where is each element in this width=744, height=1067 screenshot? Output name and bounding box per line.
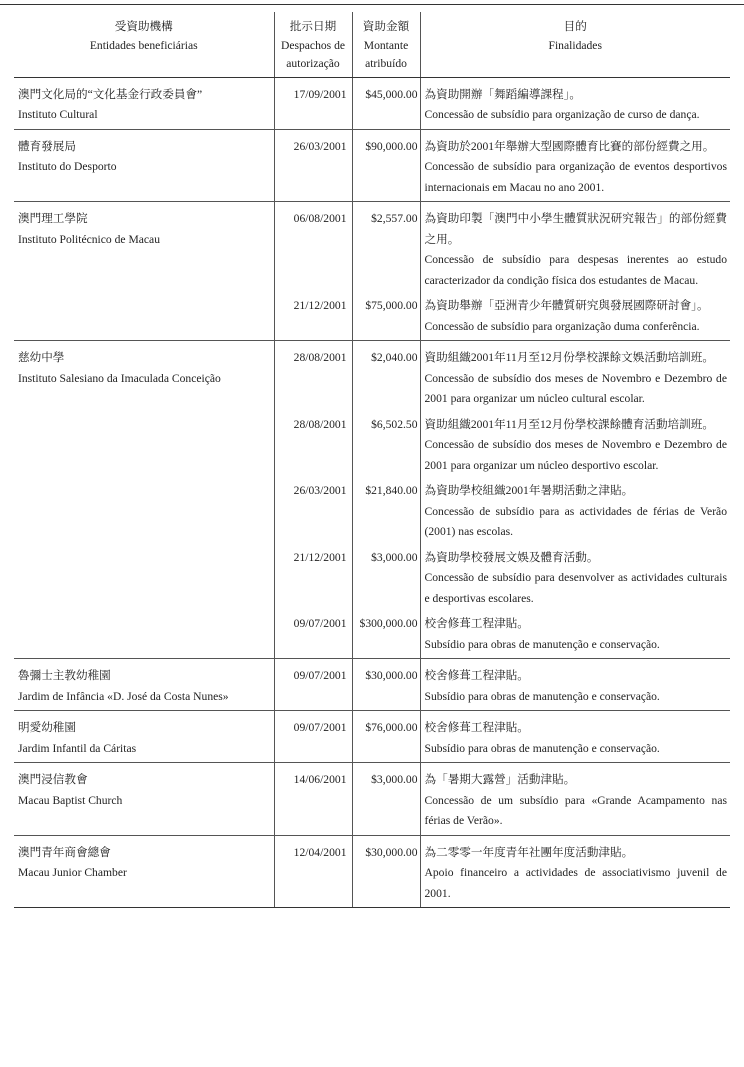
purpose-pt: Subsídio para obras de manutenção e conservação. [424,637,660,651]
entity-name-zh: 澳門青年商會總會 [18,845,111,859]
purpose-cell [420,129,730,202]
entity-name-zh: 體育發展局 [18,139,76,153]
purpose-cell [420,711,730,763]
table-row [14,763,730,836]
purpose-zh: 為資助學校組織2001年暑期活動之津貼。 [424,484,634,497]
purpose-pt: Subsídio para obras de manutenção e conservação. [424,689,660,703]
purpose-zh: 為二零零一年度青年社團年度活動津貼。 [424,845,634,859]
purpose-header-pt: Finalidades [548,38,602,52]
amount-header-pt: Montante atribuído [363,38,409,70]
entity-cell [14,413,274,480]
date-cell: 17/09/2001 [274,77,352,129]
amount-cell: $300,000.00 [352,612,420,659]
top-rule [0,4,744,5]
purpose-zh: 校舍修葺工程津貼。 [424,617,529,630]
table-row [14,341,730,413]
purpose-zh: 為資助舉辦「亞洲青少年體質研究與發展國際研討會」。 [424,299,709,312]
entity-name-zh: 明愛幼稚園 [18,721,76,734]
entity-name-pt: Instituto Salesiano da Imaculada Conceição [18,371,221,385]
grants-body [14,77,730,908]
entity-name-pt: Instituto do Desporto [18,160,117,173]
table-row [14,659,730,711]
table-row [14,413,730,480]
table-row [14,546,730,613]
entity-cell [14,129,274,202]
date-cell: 09/07/2001 [274,612,352,659]
amount-cell: $21,840.00 [352,479,420,546]
amount-cell: $2,557.00 [352,202,420,295]
table-row [14,129,730,202]
purpose-zh: 校舍修葺工程津貼。 [424,721,529,734]
purpose-cell [420,77,730,129]
entity-cell [14,77,274,129]
entity-cell [14,294,274,341]
purpose-zh: 資助組織2001年11月至12月份學校課餘文娛活動培訓班。 [424,351,714,364]
purpose-pt: Concessão de um subsídio para «Grande Acampamento nas férias de Verão». [424,793,727,827]
date-cell: 21/12/2001 [274,294,352,341]
entity-name-pt: Jardim de Infância «D. José da Costa Nunes» [18,689,229,703]
entity-name-pt: Instituto Cultural [18,108,98,121]
purpose-pt: Subsídio para obras de manutenção e conservação. [424,741,660,755]
table-row [14,479,730,546]
entity-name-zh: 澳門文化局的“文化基金行政委員會” [18,87,203,101]
date-cell: 28/08/2001 [274,341,352,413]
entity-cell [14,711,274,763]
entity-cell [14,341,274,413]
purpose-cell [420,479,730,546]
purpose-pt: Concessão de subsídio dos meses de Novembro e Dezembro de 2001 para organizar um núcleo desportivo escolar. [424,438,727,472]
table-row [14,711,730,763]
amount-cell: $90,000.00 [352,129,420,202]
amount-header [352,12,420,77]
entity-cell [14,612,274,659]
purpose-pt: Concessão de subsídio para organização de curso de dança. [424,108,700,121]
date-cell: 26/03/2001 [274,479,352,546]
amount-cell: $3,000.00 [352,546,420,613]
amount-cell: $30,000.00 [352,659,420,711]
date-cell: 28/08/2001 [274,413,352,480]
purpose-pt: Apoio financeiro a actividades de associativismo juvenil de 2001. [424,866,727,900]
table-row [14,77,730,129]
entity-cell [14,479,274,546]
date-cell: 09/07/2001 [274,711,352,763]
date-header-pt: Despachos de autorização [280,38,346,70]
entity-name-pt: Instituto Politécnico de Macau [18,232,160,246]
entity-name-pt: Macau Baptist Church [18,793,123,807]
purpose-cell [420,612,730,659]
purpose-zh: 為資助於2001年舉辦大型國際體育比賽的部份經費之用。 [424,139,715,153]
purpose-zh: 為資助學校發展文娛及體育活動。 [424,550,599,564]
date-cell: 09/07/2001 [274,659,352,711]
date-cell: 21/12/2001 [274,546,352,613]
table-row [14,612,730,659]
amount-cell: $2,040.00 [352,341,420,413]
purpose-pt: Concessão de subsídio para organização duma conferência. [424,319,700,333]
date-cell: 06/08/2001 [274,202,352,295]
entity-name-zh: 魯彌士主教幼稚園 [18,669,111,682]
entity-name-zh: 慈幼中學 [18,351,65,364]
purpose-cell [420,341,730,413]
purpose-pt: Concessão de subsídio para desenvolver as actividades culturais e desportivas escolares. [424,571,727,605]
purpose-header-zh: 目的 [563,20,587,33]
purpose-zh: 為資助開辦「舞蹈編導課程」。 [424,87,582,101]
entity-name-pt: Jardim Infantil da Cáritas [18,741,137,755]
purpose-cell [420,546,730,613]
entity-name-zh: 澳門理工學院 [18,212,88,225]
date-header-zh: 批示日期 [289,20,337,33]
entity-cell [14,202,274,295]
table-row [14,835,730,908]
entity-header-pt: Entidades beneficiárias [89,38,198,52]
entity-cell [14,763,274,836]
purpose-cell [420,763,730,836]
purpose-cell [420,294,730,341]
entity-cell [14,546,274,613]
purpose-zh: 為資助印製「澳門中小學生體質狀況研究報告」的部份經費之用。 [424,212,727,246]
purpose-cell [420,659,730,711]
date-cell: 26/03/2001 [274,129,352,202]
purpose-pt: Concessão de subsídio para as actividades de férias de Verão (2001) nas escolas. [424,504,727,538]
grants-table [14,12,730,908]
entity-header [14,12,274,77]
amount-cell: $75,000.00 [352,294,420,341]
purpose-cell [420,202,730,295]
amount-cell: $45,000.00 [352,77,420,129]
date-header [274,12,352,77]
purpose-header [420,12,730,77]
header-row [14,12,730,77]
amount-cell: $30,000.00 [352,835,420,908]
purpose-zh: 校舍修葺工程津貼。 [424,669,529,682]
entity-header-zh: 受資助機構 [114,20,173,33]
date-cell: 14/06/2001 [274,763,352,836]
purpose-zh: 資助組織2001年11月至12月份學校課餘體育活動培訓班。 [424,417,714,431]
purpose-pt: Concessão de subsídio para organização de eventos desportivos internacionais em Macau no ano 2001. [424,160,727,194]
purpose-cell [420,835,730,908]
amount-cell: $3,000.00 [352,763,420,836]
amount-header-zh: 資助金額 [362,20,410,33]
entity-cell [14,659,274,711]
entity-name-zh: 澳門浸信教會 [18,773,88,786]
amount-cell: $76,000.00 [352,711,420,763]
purpose-pt: Concessão de subsídio dos meses de Novembro e Dezembro de 2001 para organizar um núcleo cultural escolar. [424,371,727,405]
entity-cell [14,835,274,908]
table-row [14,202,730,295]
entity-name-pt: Macau Junior Chamber [18,866,127,879]
purpose-zh: 為「暑期大露營」活動津貼。 [424,773,576,786]
purpose-pt: Concessão de subsídio para despesas inerentes ao estudo caracterizador da condição física dos estudantes de Macau. [424,253,727,287]
amount-cell: $6,502.50 [352,413,420,480]
date-cell: 12/04/2001 [274,835,352,908]
table-row [14,294,730,341]
purpose-cell [420,413,730,480]
